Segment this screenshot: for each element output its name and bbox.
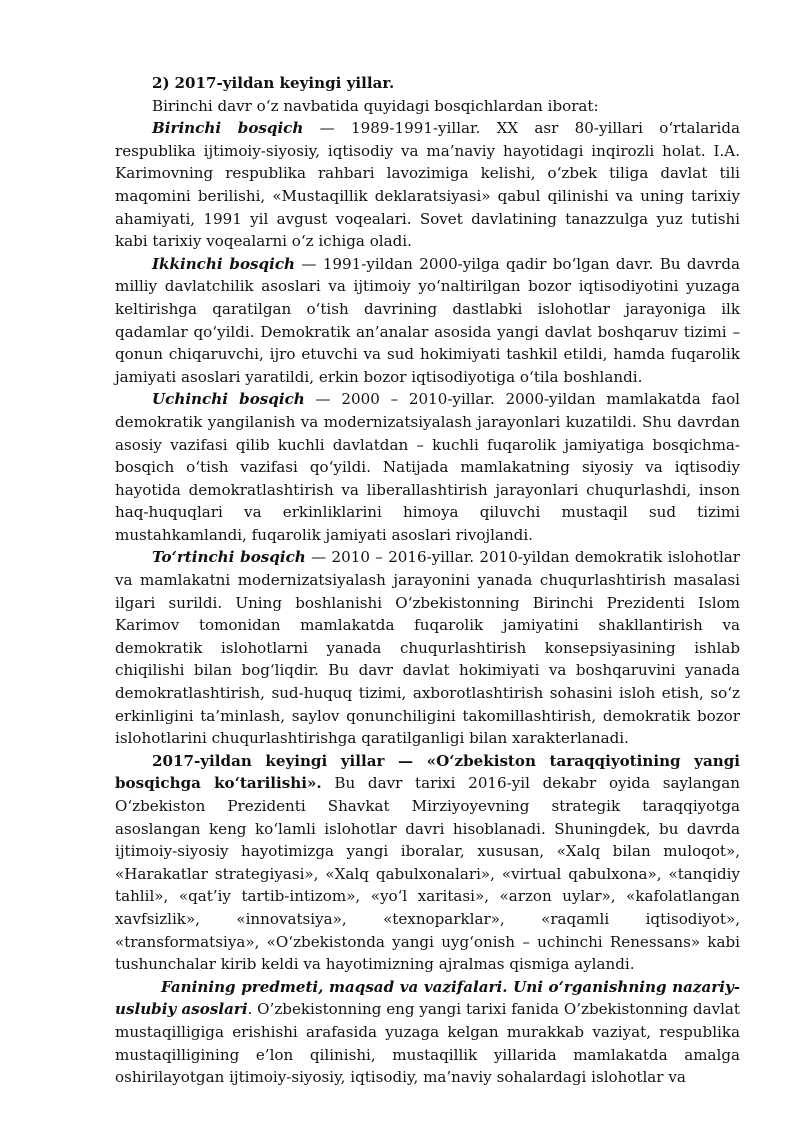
- stage-text: — 1989-1991-yillar. XX asr 80-yillari o‘rtalarida respublika ijtimoiy-siyosiy, iqtisodiy va ma’naviy hayotidagi inqirozli holat. I.A. Karimovning respublika rahbari lavozimiga kelishi, o‘zbek tiliga davlat tili maqomini berilishi, «Mustaqillik deklaratsiyasi» qabul qilinishi va uning tarixiy ahamiyati, 1991 yil avgust voqealari. Sovet davlatining tanazzulga yuz tutishi kabi tarixiy voqealarni o‘z ichiga oladi.: [115, 119, 740, 251]
- stage-text: — 2000 – 2010-yillar. 2000-yildan mamlakatda faol demokratik yangilanish va modernizatsiyalash jarayonlari kuzatildi. Shu davrdan asosiy vazifasi qilib kuchli davlatdan – kuchli fuqarolik jamiyatiga bosqichma-bosqich o‘tish vazifasi qo‘yildi. Natijada mamlakatning siyosiy va iqtisodiy hayotida demokratlashtirish va liberallashtirish jarayonlari chuqurlashdi, inson haq-huquqlari va erkinliklarini himoya qiluvchi mustaqil sud tizimi mustahkamlandi, fuqarolik jamiyati asoslari rivojlandi.: [115, 390, 740, 544]
- subject-section-label: Fanining predmeti, maqsad va vazifalari. Uni o‘rganishning nazariy-uslubiy asoslari: [115, 977, 740, 1019]
- stage-text: — 1991-yildan 2000-yilga qadir bo‘lgan davr. Bu davrda milliy davlatchilik asoslari va ijtimoiy yo‘naltirilgan bozor iqtisodiyotini yuzaga keltirishga qaratilgan o‘tish davrining dastlabki islohotlar jarayoniga ilk qadamlar qo‘yildi. Demokratik an’analar asosida yangi davlat boshqaruv tizimi – qonun chiqaruvchi, ijro etuvchi va sud hokimiyati tashkil etildi, hamda fuqarolik jamiyati asoslari yaratildi, erkin bozor iqtisodiyotiga o‘tila boshlandi.: [115, 254, 740, 386]
- stage-label: To‘rtinchi bosqich: [152, 548, 306, 567]
- stage-paragraph-2: [115, 253, 740, 389]
- subject-section-text: . O’zbekistonning eng yangi tarixi fanida O’zbekistonning davlat mustaqilligiga erishishi arafasida yuzaga kelgan murakkab vaziyat, respublika mustaqilligining e’lon qilinishi, mustaqillik yillarida mamlakatda amalga oshirilayotgan ijtimoiy-siyosiy, iqtisodiy, ma’naviy sohalardagi islohotlar va: [115, 1000, 740, 1087]
- stage-label: Ikkinchi bosqich: [152, 254, 295, 273]
- stage-paragraph-1: [115, 117, 740, 253]
- section-number: 2): [152, 74, 170, 92]
- section-heading: [115, 72, 740, 95]
- intro-paragraph: Birinchi davr o‘z navbatida quyidagi bosqichlardan iborat:: [152, 96, 599, 115]
- stage-paragraph-3: [115, 388, 740, 546]
- stage-label: Uchinchi bosqich: [152, 390, 305, 409]
- stage-text: — 2010 – 2016-yillar. 2010-yildan demokratik islohotlar va mamlakatni modernizatsiyalash jarayonini yanada chuqurlashtirish masalasi ilgari surildi. Uning boshlanishi O‘zbekistonning Birinchi Prezidenti Islom Karimov tomonidan mamlakatda fuqarolik jamiyatini shakllantirish va demokratik islohotlarni yanada chuqurlashtirish konsepsiyasining ishlab chiqilishi bilan bog‘liqdir. Bu davr davlat hokimiyati va boshqaruvini yanada demokratlashtirish, sud-huquq tizimi, axborotlashtirish sohasini isloh etish, so‘z erkinligini ta’minlash, saylov qonunchiligini takomillashtirish, demokratik bozor islohotlarini chuqurlashtirishga qaratilganligi bilan xarakterlanadi.: [115, 548, 740, 748]
- period-2017-paragraph: [115, 750, 740, 976]
- section-title: 2017-yildan keyingi yillar.: [174, 74, 395, 92]
- stage-label: Birinchi bosqich: [152, 119, 304, 138]
- document-page: [115, 72, 740, 1089]
- period-2017-text: Bu davr tarixi 2016-yil dekabr oyida saylangan O‘zbekiston Prezidenti Shavkat Mirziyoyevning strategik taraqqiyotga asoslangan keng ko‘lamli islohotlar davri hisoblanadi. Shuningdek, bu davrda ijtimoiy-siyosiy hayotimizga yangi iboralar, xususan, «Xalq bilan muloqot», «Harakatlar strategiyasi», «Xalq qabulxonalari», «virtual qabulxona», «tanqidiy tahlil», «qat’iy tartib-intizom», «yo‘l xaritasi», «arzon uylar», «kafolatlangan xavfsizlik», «innovatsiya», «texnoparklar», «raqamli iqtisodiyot», «transformatsiya», «O‘zbekistonda yangi uyg‘onish – uchinchi Renessans» kabi tushunchalar kirib keldi va hayotimizning ajralmas qismiga aylandi.: [115, 774, 740, 974]
- stage-paragraph-4: [115, 546, 740, 749]
- subject-section-paragraph: [115, 976, 740, 1089]
- period-2017-label: 2017-yildan keyingi yillar — «O‘zbekiston taraqqiyotining yangi bosqichga ko‘tarilishi».: [115, 751, 740, 793]
